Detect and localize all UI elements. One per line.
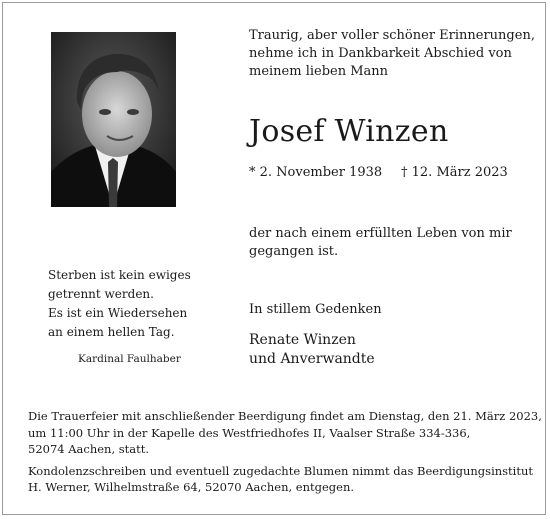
after-line: gegangen ist. xyxy=(249,244,339,259)
poem xyxy=(48,266,228,342)
condolence-line: Kondolenzschreiben und eventuell zugedachte Blumen nimmt das Beerdigungsinstitut xyxy=(28,463,534,478)
poem-author: Kardinal Faulhaber xyxy=(78,353,181,365)
after-text xyxy=(249,225,539,261)
poem-line: getrennt werden. xyxy=(48,287,154,301)
poem-line: Es ist ein Wiedersehen xyxy=(48,306,188,320)
condolence-info xyxy=(28,463,538,496)
signer-relatives: und Anverwandte xyxy=(249,351,375,367)
remembrance-line: In stillem Gedenken xyxy=(249,302,382,317)
condolence-line: H. Werner, Wilhelmstraße 64, 52070 Aachen, entgegen. xyxy=(28,480,355,494)
birth-date: * 2. November 1938 xyxy=(249,165,383,180)
signers xyxy=(249,331,375,369)
poem-line: Sterben ist kein ewiges xyxy=(48,268,191,282)
portrait-photo xyxy=(51,32,176,207)
death-date: † 12. März 2023 xyxy=(401,165,508,180)
footer-text xyxy=(28,408,542,496)
funeral-line: Die Trauerfeier mit anschließender Beerdigung findet am Dienstag, den 21. März 2023, xyxy=(28,409,542,423)
intro-text xyxy=(249,27,539,81)
signer-name: Renate Winzen xyxy=(249,332,356,348)
funeral-line: 52074 Aachen, statt. xyxy=(28,442,150,456)
funeral-info xyxy=(28,408,542,458)
intro-line: nehme ich in Dankbarkeit Abschied von xyxy=(249,46,512,61)
intro-line: meinem lieben Mann xyxy=(249,64,389,79)
deceased-name: Josef Winzen xyxy=(249,114,449,149)
funeral-line: um 11:00 Uhr in der Kapelle des Westfriedhofes II, Vaalser Straße 334-336, xyxy=(28,425,471,440)
poem-line: an einem hellen Tag. xyxy=(48,325,175,339)
after-line: der nach einem erfüllten Leben von mir xyxy=(249,226,512,241)
intro-line: Traurig, aber voller schöner Erinnerungen, xyxy=(249,28,535,43)
